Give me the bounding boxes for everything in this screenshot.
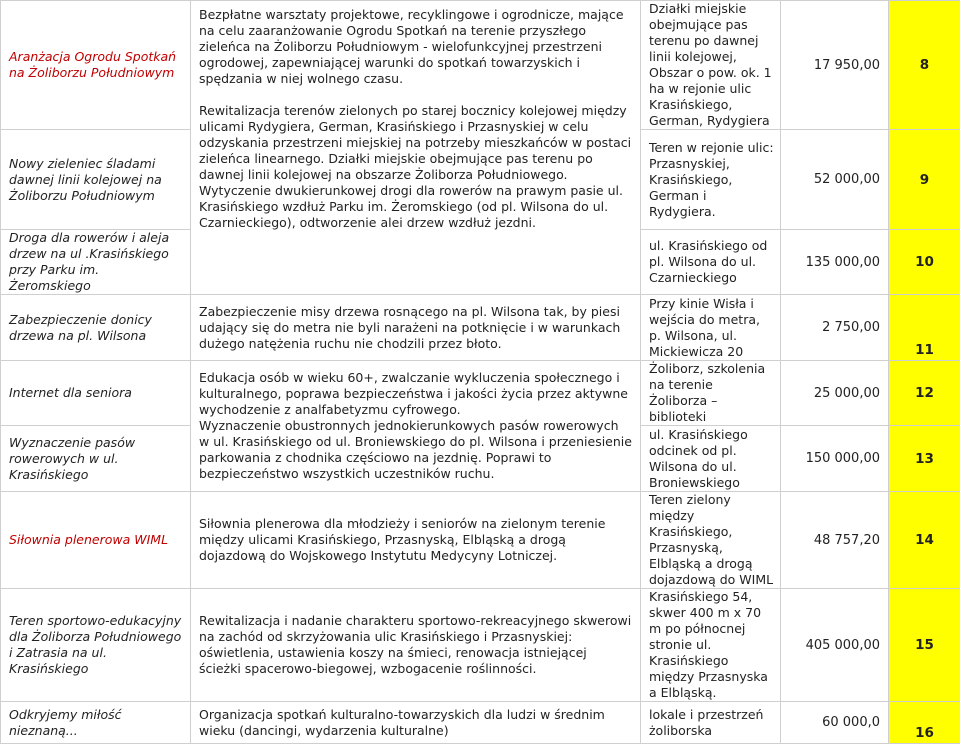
project-description: Bezpłatne warsztaty projektowe, recyklingowe i ogrodnicze, mające na celu zaaranżowanie Ogrodu Spotkań na terenie przyszłego zieleńca na Żoliborzu Południowym - wielofunkcyjnej przestrzeni ogrodowej, zapewniającej warunki do spotkań towarzyskich i spędzania w niej wolnego czasu.	[199, 7, 632, 87]
table-row	[1, 702, 960, 744]
table-row	[1, 492, 960, 589]
project-description: Wytyczenie dwukierunkowej drogi dla rowerów na prawym pasie ul. Krasińskiego wzdłuż Parku im. Żeromskiego (od pl. Wilsona do ul. Czarnieckiego), odtworzenie alei drzew wzdłuż jezdni.	[199, 183, 632, 231]
project-name: Zabezpieczenie donicy drzewa na pl. Wilsona	[1, 295, 191, 361]
project-location: Teren zielony między Krasińskiego, Przasnyską, Elbląską a drogą dojazdową do WIML	[641, 492, 781, 589]
project-name: Teren sportowo-edukacyjny dla Żoliborza Południowego i Zatrasia na ul. Krasińskiego	[1, 589, 191, 702]
project-location: Żoliborz, szkolenia na terenie Żoliborza – biblioteki	[641, 361, 781, 426]
project-number: 16	[889, 702, 960, 744]
project-location: Przy kinie Wisła i wejścia do metra, p. Wilsona, ul. Mickiewicza 20	[641, 295, 781, 361]
project-location: Krasińskiego 54, skwer 400 m x 70 m po północnej stronie ul. Krasińskiego między Przasnyska a Elbląską.	[641, 589, 781, 702]
project-name: Aranżacja Ogrodu Spotkań na Żoliborzu Południowym	[1, 1, 191, 130]
project-number: 9	[889, 130, 960, 230]
project-description: Siłownia plenerowa dla młodzieży i seniorów na zielonym terenie między ulicami Krasińskiego, Przasnyską, Elbląską a drogą dojazdową do Wojskowego Instytutu Medycyny Lotniczej.	[191, 492, 641, 589]
table-row	[1, 1, 960, 130]
project-cost: 48 757,20	[781, 492, 889, 589]
project-location: ul. Krasińskiego odcinek od pl. Wilsona do ul. Broniewskiego	[641, 426, 781, 492]
project-description-group	[191, 1, 641, 295]
project-name: Nowy zieleniec śladami dawnej linii kolejowej na Żoliborzu Południowym	[1, 130, 191, 230]
project-location: ul. Krasińskiego od pl. Wilsona do ul. Czarnieckiego	[641, 230, 781, 295]
project-cost: 17 950,00	[781, 1, 889, 130]
project-cost: 135 000,00	[781, 230, 889, 295]
project-number: 13	[889, 426, 960, 492]
project-number: 11	[889, 295, 960, 361]
project-name: Droga dla rowerów i aleja drzew na ul .Krasińskiego przy Parku im. Żeromskiego	[1, 230, 191, 295]
project-description: Organizacja spotkań kulturalno-towarzyskich dla ludzi w średnim wieku (dancingi, wydarzenia kulturalne)	[191, 702, 641, 744]
project-location: Teren w rejonie ulic: Przasnyskiej, Krasińskiego, German i Rydygiera.	[641, 130, 781, 230]
project-name: Internet dla seniora	[1, 361, 191, 426]
project-name: Siłownia plenerowa WIML	[1, 492, 191, 589]
project-cost: 2 750,00	[781, 295, 889, 361]
table-row	[1, 361, 960, 426]
project-number: 12	[889, 361, 960, 426]
table-row	[1, 295, 960, 361]
project-number: 10	[889, 230, 960, 295]
project-description: Rewitalizacja terenów zielonych po starej bocznicy kolejowej między ulicami Rydygiera, German, Krasińskiego i Przasnyskiej w celu odzyskania przestrzeni miejskiej na potrzeby mieszkańców w postaci zieleńca linearnego. Działki miejskie obejmujące pas terenu po dawnej linii kolejowej na obszarze Żoliborza Południowego.	[199, 103, 632, 183]
project-cost: 52 000,00	[781, 130, 889, 230]
project-number: 15	[889, 589, 960, 702]
project-cost: 405 000,00	[781, 589, 889, 702]
project-cost: 60 000,0	[781, 702, 889, 744]
project-number: 8	[889, 1, 960, 130]
project-number: 14	[889, 492, 960, 589]
project-cost: 150 000,00	[781, 426, 889, 492]
table-row	[1, 589, 960, 702]
project-description: Rewitalizacja i nadanie charakteru sportowo-rekreacyjnego skwerowi na zachód od skrzyżowania ulic Krasińskiego i Przasnyskiej: oświetlenia, ustawienia koszy na śmieci, renowacja istniejącej ścieżki spacerowo-biegowej, wzbogacenie roślinności.	[191, 589, 641, 702]
project-cost: 25 000,00	[781, 361, 889, 426]
project-location: Działki miejskie obejmujące pas terenu po dawnej linii kolejowej, Obszar o pow. ok. 1 ha w rejonie ulic Krasińskiego, German, Rydygiera	[641, 1, 781, 130]
project-description: Zabezpieczenie misy drzewa rosnącego na pl. Wilsona tak, by piesi udający się do metra nie byli narażeni na potknięcie i w warunkach dużego natężenia ruchu nie chodzili przez błoto.	[191, 295, 641, 361]
project-description-group	[191, 361, 641, 492]
project-name: Wyznaczenie pasów rowerowych w ul. Krasińskiego	[1, 426, 191, 492]
project-name: Odkryjemy miłość nieznaną...	[1, 702, 191, 744]
project-description: Edukacja osób w wieku 60+, zwalczanie wykluczenia społecznego i kulturalnego, poprawa bezpieczeństwa i jakości życia przez aktywne wychodzenie z analfabetyzmu cyfrowego.	[199, 370, 632, 418]
project-description: Wyznaczenie obustronnych jednokierunkowych pasów rowerowych w ul. Krasińskiego od ul. Broniewskiego do pl. Wilsona i przeniesienie parkowania z chodnika częściowo na jezdnię. Poprawi to bezpieczeństwo wszystkich uczestników ruchu.	[199, 418, 632, 482]
project-location: lokale i przestrzeń żoliborska	[641, 702, 781, 744]
